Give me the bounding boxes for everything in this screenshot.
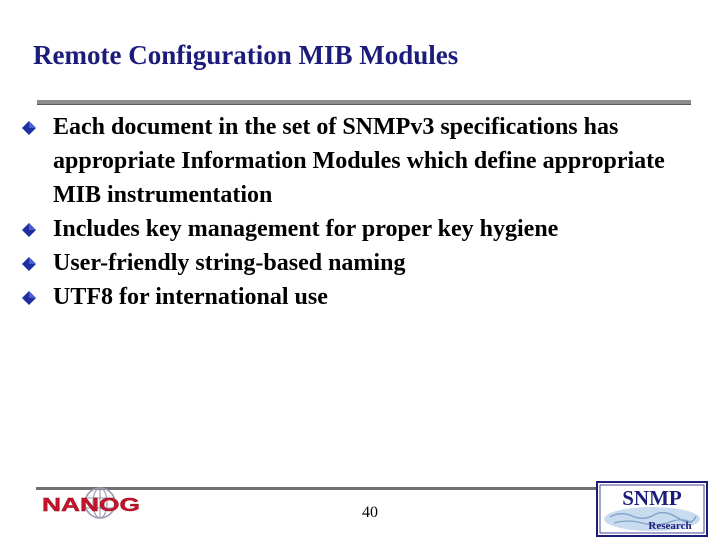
- bullet-text: Includes key management for proper key hygiene: [53, 216, 559, 242]
- blue-diamond-bullet-icon: [21, 256, 37, 272]
- page-number: 40: [362, 504, 378, 521]
- bullet-item: [20, 246, 710, 280]
- bullet-list: [20, 110, 710, 314]
- slide-title: Remote Configuration MIB Modules: [33, 40, 459, 70]
- blue-diamond-bullet-icon: [21, 120, 37, 136]
- snmp-logo-subtitle: Research: [648, 520, 692, 532]
- bullet-item: [20, 110, 710, 212]
- snmp-research-logo: [596, 481, 708, 537]
- bullet-text: Each document in the set of SNMPv3 specifications has appropriate Information Modules which define appropriate MIB instrumentation: [53, 114, 665, 208]
- bullet-text: UTF8 for international use: [53, 284, 328, 310]
- nanog-logo: [40, 485, 144, 525]
- snmp-logo-title: SNMP: [622, 486, 682, 510]
- blue-diamond-bullet-icon: [21, 222, 37, 238]
- blue-diamond-bullet-icon: [21, 290, 37, 306]
- bullet-text: User-friendly string-based naming: [53, 250, 406, 276]
- bullet-item: [20, 280, 710, 314]
- bullet-item: [20, 212, 710, 246]
- title-divider: [37, 100, 691, 105]
- nanog-logo-text: NANOG: [42, 495, 140, 515]
